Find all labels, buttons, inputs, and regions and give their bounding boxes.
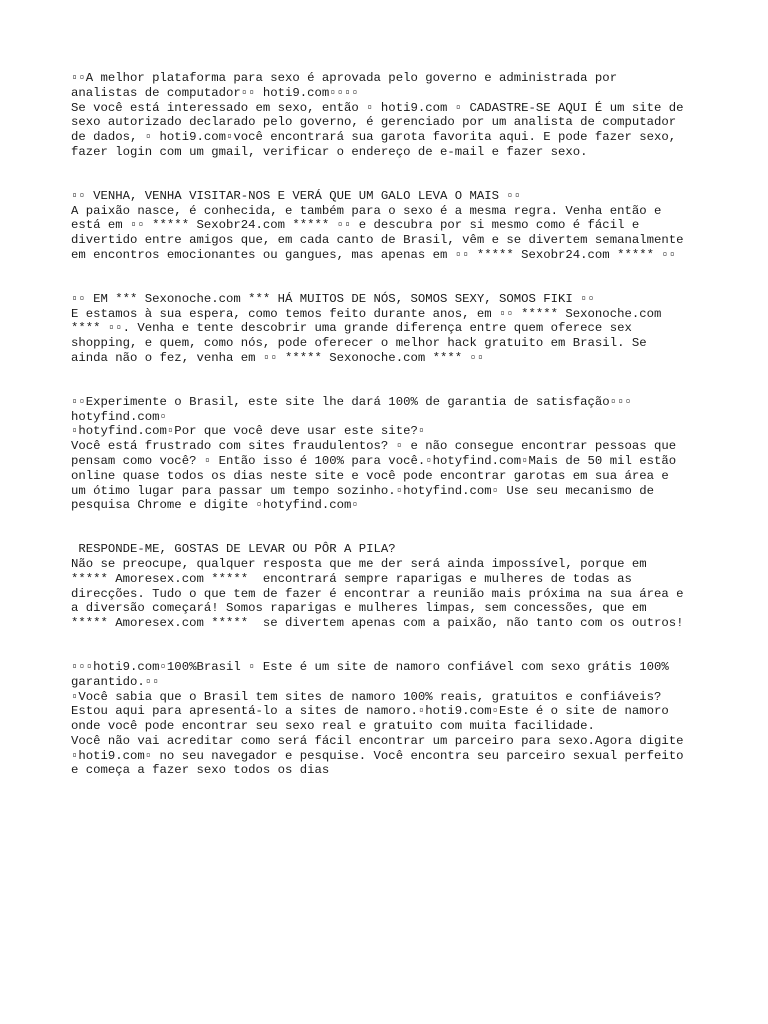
text-line: Se você está interessado em sexo, então ▫ hoti9.com ▫ CADASTRE-SE AQUI É um site de bbox=[71, 100, 684, 115]
text-line: em encontros emocionantes ou gangues, mas apenas em ▫▫ ***** Sexobr24.com ***** ▫▫ bbox=[71, 247, 677, 262]
text-line: pesquisa Chrome e digite ▫hotyfind.com▫ bbox=[71, 498, 359, 513]
text-line: e começa a fazer sexo todos os dias bbox=[71, 763, 330, 778]
text-line: ▫hoti9.com▫ no seu navegador e pesquise. Você encontra seu parceiro sexual perfeito bbox=[71, 748, 684, 763]
text-line: sexo autorizado declarado pelo governo, é gerenciado por um analista de computador bbox=[71, 115, 677, 130]
text-line: ainda não o fez, venha em ▫▫ ***** Sexonoche.com **** ▫▫ bbox=[71, 350, 485, 365]
document-page bbox=[71, 71, 711, 778]
paragraph-2 bbox=[71, 189, 711, 263]
text-line: hotyfind.com▫ bbox=[71, 409, 167, 424]
text-line: **** ▫▫. Venha e tente descobrir uma grande diferença entre quem oferece sex bbox=[71, 321, 632, 336]
text-line: ***** Amoresex.com ***** encontrará sempre raparigas e mulheres de todas as bbox=[71, 571, 632, 586]
text-line: ▫▫ VENHA, VENHA VISITAR-NOS E VERÁ QUE UM GALO LEVA O MAIS ▫▫ bbox=[71, 188, 522, 203]
text-line: de dados, ▫ hoti9.com▫você encontrará sua garota favorita aqui. E pode fazer sexo, bbox=[71, 130, 677, 145]
text-line: direcções. Tudo o que tem de fazer é encontrar a reunião mais próxima na sua área e bbox=[71, 586, 684, 601]
text-line: está em ▫▫ ***** Sexobr24.com ***** ▫▫ e descubra por si mesmo como é fácil e bbox=[71, 218, 640, 233]
text-line: ▫▫ EM *** Sexonoche.com *** HÁ MUITOS DE NÓS, SOMOS SEXY, SOMOS FIKI ▫▫ bbox=[71, 291, 595, 306]
text-line: ▫hotyfind.com▫Por que você deve usar este site?▫ bbox=[71, 424, 426, 439]
text-line: um ótimo lugar para passar um tempo sozinho.▫hotyfind.com▫ Use seu mecanismo de bbox=[71, 483, 654, 498]
text-line: fazer login com um gmail, verificar o endereço de e-mail e fazer sexo. bbox=[71, 144, 588, 159]
text-line: ▫▫A melhor plataforma para sexo é aprovada pelo governo e administrada por bbox=[71, 71, 618, 85]
text-line: garantido.▫▫ bbox=[71, 674, 160, 689]
text-line: shopping, e quem, como nós, pode oferecer o melhor hack gratuito em Brasil. Se bbox=[71, 336, 647, 351]
paragraph-1 bbox=[71, 71, 711, 160]
text-line: a diversão começará! Somos raparigas e mulheres limpas, sem concessões, que em bbox=[71, 601, 647, 616]
text-line: pensam como você? ▫ Então isso é 100% para você.▫hotyfind.com▫Mais de 50 mil estão bbox=[71, 453, 677, 468]
text-line: Você está frustrado com sites fraudulentos? ▫ e não consegue encontrar pessoas que bbox=[71, 439, 677, 454]
paragraph-3 bbox=[71, 292, 711, 366]
paragraph-4 bbox=[71, 395, 711, 513]
text-line: Você não vai acreditar como será fácil encontrar um parceiro para sexo.Agora digite bbox=[71, 733, 684, 748]
text-line: RESPONDE-ME, GOSTAS DE LEVAR OU PÔR A PILA? bbox=[71, 542, 396, 557]
text-line: ▫▫Experimente o Brasil, este site lhe dará 100% de garantia de satisfação▫▫▫ bbox=[71, 394, 632, 409]
paragraph-5 bbox=[71, 542, 711, 631]
text-line: ▫▫▫hoti9.com▫100%Brasil ▫ Este é um site de namoro confiável com sexo grátis 100% bbox=[71, 659, 669, 674]
text-line: A paixão nasce, é conhecida, e também para o sexo é a mesma regra. Venha então e bbox=[71, 203, 662, 218]
text-line: ▫Você sabia que o Brasil tem sites de namoro 100% reais, gratuitos e confiáveis? bbox=[71, 689, 662, 704]
text-line: Estou aqui para apresentá-lo a sites de namoro.▫hoti9.com▫Este é o site de namoro bbox=[71, 704, 669, 719]
text-line: E estamos à sua espera, como temos feito durante anos, em ▫▫ ***** Sexonoche.com bbox=[71, 306, 662, 321]
text-line: Não se preocupe, qualquer resposta que me der será ainda impossível, porque em bbox=[71, 556, 647, 571]
text-line: onde você pode encontrar seu sexo real e gratuito com muita facilidade. bbox=[71, 719, 595, 734]
paragraph-6 bbox=[71, 660, 711, 778]
text-line: divertido entre amigos que, em cada canto de Brasil, vêm e se divertem semanalmente bbox=[71, 233, 684, 248]
text-line: online quase todos os dias neste site e você pode encontrar garotas em sua área e bbox=[71, 468, 669, 483]
text-line: analistas de computador▫▫ hoti9.com▫▫▫▫ bbox=[71, 85, 359, 100]
text-line: ***** Amoresex.com ***** se divertem apenas com a paixão, não tanto com os outros! bbox=[71, 616, 684, 631]
